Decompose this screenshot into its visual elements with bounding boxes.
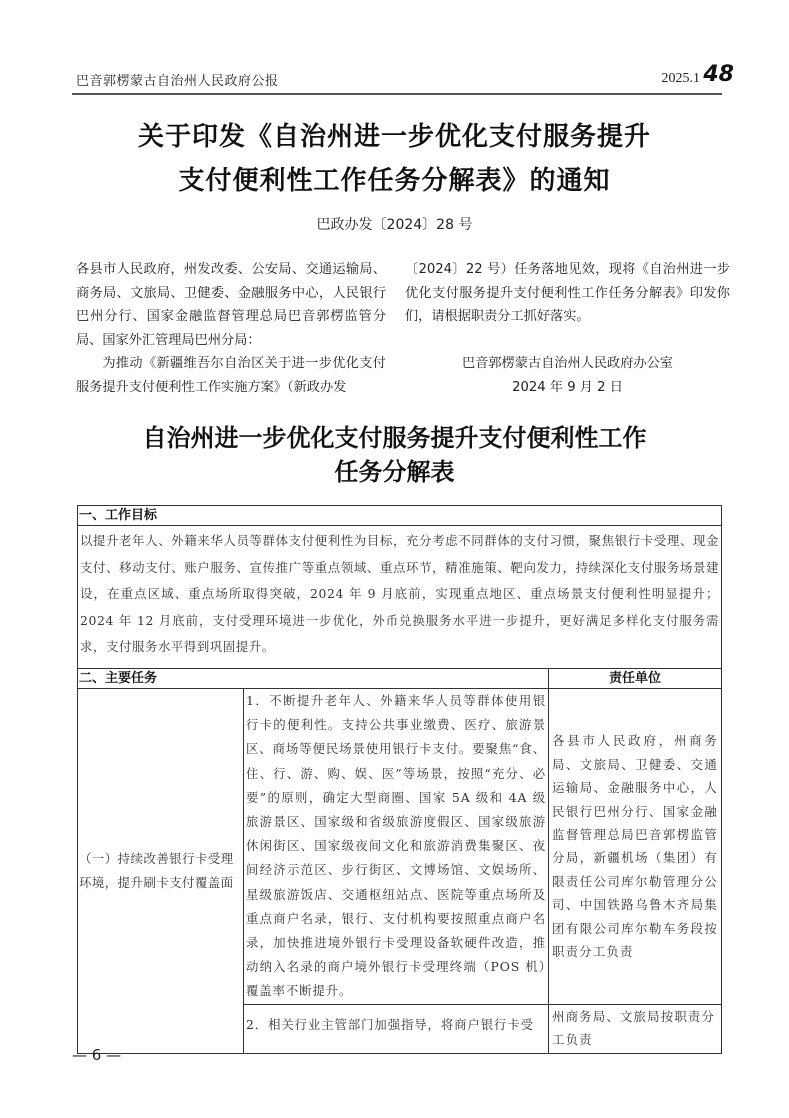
section-1-heading-row — [78, 506, 722, 526]
responsible-unit-1: 各县市人民政府，州商务局、文旅局、卫健委、交通运输局、金融服务中心，人民银行巴州分行、国家金融监督管理总局巴音郭楞监管分局，新疆机场（集团）有限责任公司库尔勒管理分公司、中国铁路乌鲁木齐局集团有限公司库尔勒车务段按职责分工负责 — [549, 689, 722, 1005]
notice-title-line-2: 支付便利性工作任务分解表》的通知 — [178, 166, 611, 196]
header-rule — [72, 93, 722, 95]
notice-title-line-1: 关于印发《自治州进一步优化支付服务提升 — [137, 122, 651, 152]
task-item-1: 1．不断提升老年人、外籍来华人员等群体使用银行卡的便利性。支持公共事业缴费、医疗、旅游景区、商场等便民场景使用银行卡支付。要聚焦“食、住、行、游、购、娱、医”等场景，按照“充分、必要”的原则，确定大型商圈、国家 5A 级和 4A 级旅游景区、国家级和省级旅游度假区、国家级旅游休闲街区、国家级夜间文化和旅游消费集聚区、夜间经济示范区、步行街区、文博场馆、文娱场所、星级旅游饭店、交通枢纽站点、医院等重点场所及重点商户名录，银行、支付机构要按照重点商户名录，加快推进境外银行卡受理设备软硬件改造，推动纳入名录的商户境外银行卡受理终端（POS 机）覆盖率不断提升。 — [244, 689, 549, 1005]
issuer-signature: 巴音郭楞蒙古自治州人民政府办公室 — [462, 356, 673, 371]
table-title-line-1: 自治州进一步优化支付服务提升支付便利性工作 — [142, 423, 647, 452]
journal-name: 巴音郭楞蒙古自治州人民政府公报 — [76, 74, 279, 89]
section-2-heading-row — [78, 669, 722, 689]
task-category: （一）持续改善银行卡受理环境，提升刷卡支付覆盖面 — [78, 689, 244, 1054]
section-1-heading: 一、工作目标 — [78, 506, 722, 526]
task-breakdown-table — [77, 505, 722, 1054]
issue-date: 2024 年 9 月 2 日 — [512, 380, 623, 395]
work-goal-text: 以提升老年人、外籍来华人员等群体支付便利性为目标，充分考虑不同群体的支付习惯，聚焦银行卡受理、现金支付、移动支付、账户服务、宣传推广等重点领域、重点环节，精准施策、靶向发力，持续深化支付服务场景建设，在重点区域、重点场所取得突破，2024 年 9 月底前，实现重点地区、重点场景支付便利性明显提升；2024 年 12 月底前，支付受理环境进一步优化，外币兑换服务水平进一步提升，更好满足多样化支付服务需求，支付服务水平得到巩固提升。 — [78, 526, 722, 669]
section-2-heading: 二、主要任务 — [78, 669, 549, 689]
journal-page-number: 48 — [703, 62, 734, 87]
notice-right-column — [405, 258, 730, 329]
table-title-line-2: 任务分解表 — [334, 457, 455, 486]
task-item-2: 2．相关行业主管部门加强指导，将商户银行卡受 — [244, 1004, 549, 1053]
addressees: 各县市人民政府，州发改委、公安局、交通运输局、商务局、文旅局、卫健委、金融服务中心，人民银行巴州分行、国家金融监督管理总局巴音郭楞监管分局、国家外汇管理局巴州分局： — [76, 262, 386, 348]
running-header — [72, 62, 736, 90]
issue-label: 2025.1 — [661, 71, 700, 86]
document-number: 巴政办发〔2024〕28 号 — [316, 217, 473, 233]
table-row — [78, 689, 722, 1005]
responsible-unit-heading: 责任单位 — [549, 669, 722, 689]
notice-left-column — [76, 258, 386, 399]
notice-body-part-2: 〔2024〕22 号）任务落地见效，现将《自治州进一步优化支付服务提升支付便利性工作任务分解表》印发你们，请根据职责分工抓好落实。 — [405, 262, 730, 324]
page-number-footer: — 6 — — [72, 1046, 122, 1064]
section-1-text-row — [78, 526, 722, 669]
notice-body-part-1: 为推动《新疆维吾尔自治区关于进一步优化支付服务提升支付便利性工作实施方案》（新政办发 — [76, 356, 386, 395]
responsible-unit-2: 州商务局、文旅局按职责分工负责 — [549, 1004, 722, 1053]
